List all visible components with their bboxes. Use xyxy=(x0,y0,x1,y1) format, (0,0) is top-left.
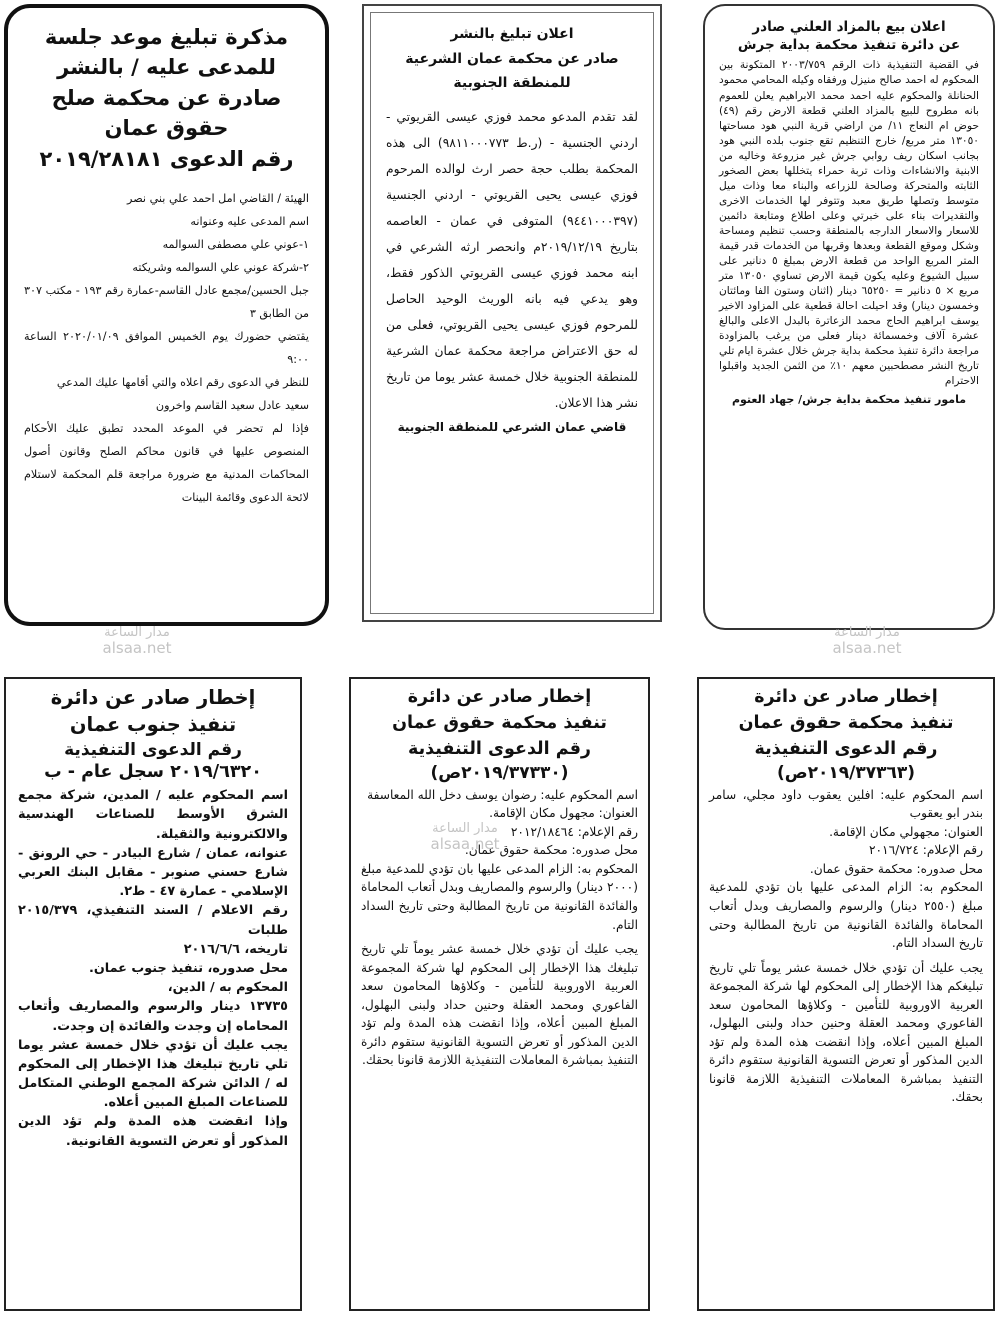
notice-auction-sale-body: في القضية التنفيذية ذات الرقم ٢٠٠٣/٧٥٩ المتكونة بين المحكوم له احمد صالح منيزل ورفقاه وكيله المحامي محمود الحنانلة والمحكوم عليه احمد محمد الابراهيم يعلن للعموم بانه مطروح للبيع بالمزاد العلني قطعة الارض رقم (٤٩) حوض ام النعاج ١١/ من اراضي قرية النبي هود مساحتها ١٣٠٥٠ متر مربع/ خارج التنظيم تقع جنوب بلده النبي هود بجانب اسكان ريف روابي جرش غير مزروعة وخاليه من الابنية والانشاءات وذات تربة حمراء يتخللها بعض الصخور الثابته والمتحركة وصالحة للزراعه والبناء معا وذات ميل متوسط وتصلها طريق معبد وتتوفر لها الخدمات الاخرى والتقديرات بناء على خبرتي وعلى اطلاع ومتابعة دائمين للاسعار والاسعار الدارجه بالمنطقة وحسب تنظيم ومساحة وشكل وموقع القطعة وبعدها وقربها من الخدمات قدر قيمة المتر المربع الواحد من قطعة الارض بمبلغ ٥ دنانير على سبيل الشيوع وعليه يكون قيمة الارض تساوي ١٣٠٥٠ متر مربع × ٥ دنانير = ٦٥٢٥٠ دينار (اثنان وستون الفا ومائتان وخمسون دينار) وقد احيلت احالة قطعية على المزاود الاخير يوسف ابراهيم الحاج محمد الزعاترة بالبدل الاعلى والبالغ عشرة آلاف وخمسمائة دينار فعلى من يرغب بالمزاودة مراجعة دائرة تنفيذ محكمة بداية جرش خلال عشرة ايام تلي تاريخ النشر مصطحبين معهم ١٠٪ من الثمن الجديد واقبلوا الاحترام xyxy=(719,59,980,388)
title-line: صادر عن محكمة عمان الشرعية xyxy=(405,50,619,67)
body-line: عنوانه، عمان / شارع البيادر - حي الرونق - شارع حسني صنوبر - مقابل البنك العربي الإسلامي - عمارة ٤٧ - ط٢. xyxy=(18,845,288,900)
title-line: اعلان بيع بالمزاد العلني صادر xyxy=(752,19,946,35)
title-line: للمنطقة الجنوبية xyxy=(453,75,571,91)
body-line: محل صدوره، تنفيذ جنوب عمان. xyxy=(89,960,288,976)
title-line: صادرة عن محكمة صلح حقوق عمان xyxy=(51,85,282,141)
notice-execution-south-amman xyxy=(4,677,302,1311)
notice-execution-body xyxy=(709,786,983,1107)
title-line: تنفيذ محكمة حقوق عمان xyxy=(392,712,607,733)
body-line: الهيئة / القاضي امل احمد علي بني نصر xyxy=(127,192,309,206)
watermark-arabic: مدار الساعة xyxy=(432,821,498,836)
watermark xyxy=(82,626,192,657)
watermark-url: alsaa.net xyxy=(832,639,902,658)
notice-execution-title xyxy=(361,685,638,763)
body-line: اسم المحكوم عليه / المدين، شركة مجمع الشرق الأوسط للصناعات الهندسية والالكترونية والثقيلة. xyxy=(18,788,288,842)
notice-session-body xyxy=(24,188,309,509)
title-line: مذكرة تبليغ موعد جلسة xyxy=(44,25,289,49)
notice-sharia-title xyxy=(386,22,638,96)
body-line: فإذا لم تحضر في الموعد المحدد تطبق عليك الأحكام المنصوص عليها في قانون محاكم الصلح وقانون أصول المحاكمات المدنية مع ضرورة مراجعة قلم المحكمة لاستلام لائحة الدعوى وقائمة البينات xyxy=(24,421,309,504)
notice-execution-south-title xyxy=(18,685,288,762)
case-number: (٢٠١٩/٣٧٣٦٣ص) xyxy=(776,762,915,783)
watermark-arabic: مدار الساعة xyxy=(834,625,900,640)
watermark-arabic: مدار الساعة xyxy=(104,625,170,640)
title-line: تنفيذ محكمة حقوق عمان xyxy=(738,712,954,733)
body-line: وإذا انقضت هذه المدة ولم تؤد الدين المذكور أو تعرض التسوية القانونية. xyxy=(18,1114,288,1149)
body-line: المحكوم به: الزام المدعى عليها بان تؤدي للمدعية مبلغ (٢٥٥٠ دينار) والرسوم والمصاريف وبدل أتعاب المحاماة والفائدة القانونية من تاريخ المطالبة وحتى تاريخ السداد التام. xyxy=(709,880,983,951)
body-line: اسم المحكوم عليه: رضوان يوسف دخل الله المعاسفة xyxy=(367,787,638,802)
watermark-url: alsaa.net xyxy=(430,835,500,854)
watermark xyxy=(410,822,520,853)
body-line: سعيد عادل سعيد القاسم واخرون xyxy=(155,398,309,412)
body-line: المحكوم به: الزام المدعى عليها بان تؤدي للمدعية مبلغ (٢٠٠٠ دينار) والرسوم والمصاريف وبدل أتعاب المحاماة والفائدة القانونية من تاريخ المطالبة وحتى تاريخ السداد التام. xyxy=(361,861,638,932)
body-line: ٢-شركة عوني علي السوالمه وشريكته xyxy=(132,261,309,275)
body-line: يجب عليك أن تؤدي خلال خمسة عشر يوما تلي تاريخ تبليغك هذا الإخطار إلى المحكوم له / الدائن شركة المجمع الوطني المتكامل للصناعات المبلغ المبين أعلاه. xyxy=(18,1037,288,1111)
body-line: جبل الحسين/مجمع عادل القاسم-عمارة رقم ١٩٣ - مكتب ٣٠٧ من الطابق ٣ xyxy=(24,284,309,320)
case-number: (٢٠١٩/٣٧٣٣٠ص) xyxy=(430,762,569,783)
body-line: رقم الاعلام / السند التنفيذي، ٢٠١٥/٣٧٩ طلبات xyxy=(18,903,288,938)
case-number: ٢٠١٩/٦٣٢٠ سجل عام - ب xyxy=(44,762,262,783)
notice-session-title xyxy=(24,22,309,174)
body-line: تاريخه، ٢٠١٦/٦/٦ xyxy=(183,941,288,957)
notice-auction-sale-title xyxy=(719,18,979,54)
notice-sharia-court xyxy=(362,4,662,622)
notice-auction-sale-signature: مامور تنفيذ محكمة بداية جرش/ جهاد العتوم xyxy=(731,393,967,407)
notice-execution-amman-2 xyxy=(349,677,650,1311)
title-line: رقم الدعوى التنفيذية xyxy=(754,738,938,759)
body-line: ١-عوني علي مصطفى السوالمه xyxy=(162,238,309,252)
notice-sharia-signature: قاضي عمان الشرعي للمنطقة الجنوبية xyxy=(397,420,627,435)
body-line: رقم الإعلام: ٢٠١٦/٧٢٤ xyxy=(868,843,983,858)
body-line: اسم المحكوم عليه: افلين يعقوب داود مجلي، سامر بندر ابو يعقوب xyxy=(709,787,983,821)
notice-execution-south-body xyxy=(18,786,288,1151)
body-line: المحكوم به / الدين، xyxy=(167,980,288,996)
title-line: تنفيذ جنوب عمان xyxy=(69,712,237,736)
body-line: محل صدوره: محكمة حقوق عمان. xyxy=(464,843,638,858)
title-line: رقم الدعوى التنفيذية xyxy=(408,738,591,759)
watermark xyxy=(812,626,922,657)
notice-sharia-body: لقد تقدم المدعو محمد فوزي عيسى القريوتي - اردني الجنسية - (ر.ط ٩٨١١٠٠٠٧٧٣) الى هذه المحكمة بطلب حجة حصر ارث لوالده المرحوم فوزي عيسى يحيى القريوتي - اردني الجنسية (٩٤٤١٠٠٠٣٩٧) المتوفى في عمان - العاصمه بتاريخ ٢٠١٩/١٢/١٩م وانحصر ارثه الشرعي في ابنه محمد فوزي عيسى القريوتي الذكور فقط، وهو يدعي فيه بانه الوريث الوحيد الحاصل للمرحوم فوزي عيسى يحيى القريوتي، فعلى من له حق الاعتراض مراجعة محكمة عمان الشرعية للمنطقة الجنوبية خلال خمسة عشر يوما من تاريخ نشر هذا الاعلان. xyxy=(386,109,638,411)
title-line: إخطار صادر عن دائرة xyxy=(50,686,256,709)
subtitle: رقم الدعوى التنفيذية xyxy=(64,739,242,760)
notice-execution-title xyxy=(709,685,983,763)
notice-execution-amman-1 xyxy=(697,677,995,1311)
watermark-url: alsaa.net xyxy=(102,639,172,658)
title-line: للمدعى عليه / بالنشر xyxy=(57,55,276,80)
case-number: رقم الدعوى ٢٠١٩/٢٨١٨١ xyxy=(39,146,294,171)
body-line: اسم المدعى عليه وعنوانه xyxy=(190,215,309,229)
body-line: محل صدوره: محكمة حقوق عمان. xyxy=(809,861,983,876)
title-line: عن دائرة تنفيذ محكمة بداية جرش xyxy=(737,37,961,54)
body-line: يقتضي حضورك يوم الخميس الموافق ٢٠٢٠/٠١/٠٩ الساعة ٩:٠٠ xyxy=(24,329,309,366)
body-line: يجب عليك أن تؤدي خلال خمسة عشر يوماً تلي تاريخ تبليغكم هذا الإخطار إلى المحكوم لها شركة المجموعة العربية الاوروبية للتأمين - وكلاؤها المحامون سعد الفاعوري ومحمد العقلة وحنين حداد ولبنى البهلول، المبلغ المبين أعلاه، وإذا انقضت هذه المدة ولم تؤد الدين المذكور أو تعرض التسوية القانونية ستقوم دائرة التنفيذ بمباشرة المعاملات التنفيذية اللازمة قانونا بحقك. xyxy=(709,960,983,1105)
body-line: العنوان: مجهول مكان الإقامة. xyxy=(489,806,638,821)
notice-session-summons xyxy=(4,4,329,626)
notice-auction-sale xyxy=(703,4,995,630)
body-line: العنوان: مجهولي مكان الإقامة. xyxy=(829,824,983,839)
title-line: إخطار صادر عن دائرة xyxy=(407,687,592,707)
body-line: يجب عليك أن تؤدي خلال خمسة عشر يوماً تلي تاريخ تبليغك هذا الإخطار إلى المحكوم لها شركة المجموعة العربية الاوروبية للتأمين - وكلاؤها المحامون سعد الفاعوري ومحمد العقلة وحنين حداد ولبنى البهلول، المبلغ المبين أعلاه، وإذا انقضت هذه المدة ولم تؤد الدين المذكور أو تعرض التسوية القانونية ستقوم دائرة التنفيذ بمباشرة المعاملات التنفيذية اللازمة قانونا بحقك. xyxy=(361,942,638,1068)
title-line: إخطار صادر عن دائرة xyxy=(754,687,938,707)
body-line: ١٣٧٣٥ دينار والرسوم والمصاريف وأتعاب المحاماه إن وجدت والفائدة إن وجدت. xyxy=(18,999,288,1034)
body-line: رقم الإعلام: ٢٠١٢/١٨٤٦٤ xyxy=(510,824,638,839)
body-line: للنظر في الدعوى رقم اعلاه والتي أقامها عليك المدعي xyxy=(56,375,309,389)
title-line: اعلان تبليغ بالنشر xyxy=(450,26,574,42)
